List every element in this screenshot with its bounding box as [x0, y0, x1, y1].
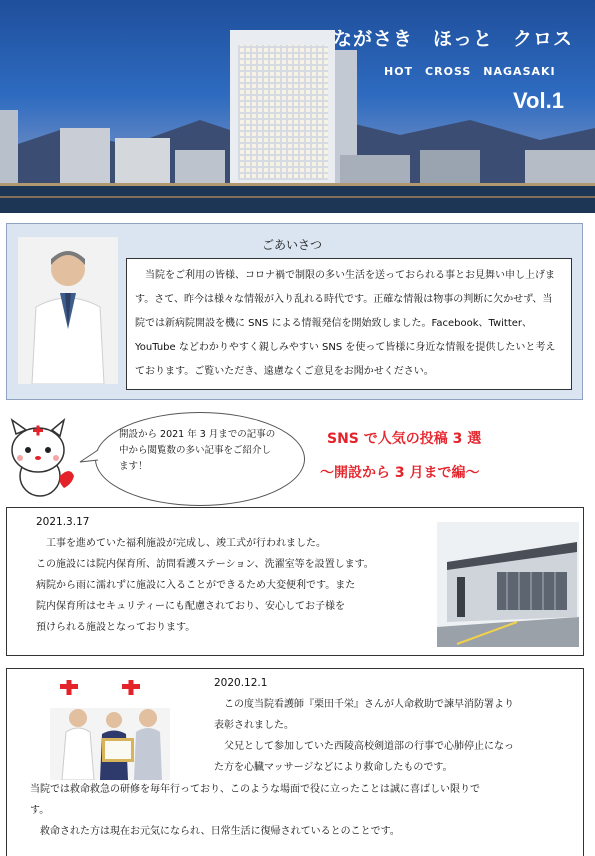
mascot-illustration — [2, 418, 77, 500]
award-photo — [50, 680, 170, 780]
article-line: 表彰されました。 — [214, 720, 294, 731]
director-photo — [18, 237, 118, 384]
section-headline: SNS で人気の投稿 3 選 — [327, 431, 482, 447]
section-subheadline: ～開設から 3 月まで編～ — [320, 465, 480, 481]
article-line: 病院から雨に濡れずに施設に入ることができるため大変便利です。また — [36, 580, 356, 591]
bubble-line: 中から閲覧数の多い記事をご紹介し — [119, 445, 272, 456]
newsletter-title: ながさき ほっと クロス — [333, 28, 574, 50]
bubble-line: 開設から 2021 年 3 月までの記事の — [119, 429, 276, 440]
bubble-line: ます！ — [119, 461, 148, 472]
header-banner — [0, 0, 595, 213]
article-line: 救命された方は現在お元気になられ、日常生活に復帰されているとのことです。 — [30, 826, 400, 837]
article-line: 当院では救命救急の研修を毎年行っており、このような場面で役に立ったことは誠に喜ばしい限りで — [30, 784, 480, 795]
article-line: この施設には院内保育所、訪問看護ステーション、洗濯室等を設置します。 — [36, 559, 374, 570]
article-body-right — [214, 694, 580, 778]
speech-bubble-text — [119, 427, 294, 475]
speech-bubble-tail — [78, 448, 100, 468]
director-photo-image — [18, 237, 118, 384]
article-line: す。 — [30, 805, 50, 816]
greeting-line: ております。ご覧いただき、遠慮なくご意見をお聞かせください。 — [135, 366, 434, 377]
greeting-line: 院では新病院開設を機に SNS による情報発信を開始致しました。Facebook、Twitter、 — [135, 318, 533, 329]
facility-photo — [437, 522, 579, 647]
article-date: 2021.3.17 — [36, 516, 90, 528]
article-line: た方を心臓マッサージなどにより救命したものです。 — [214, 762, 453, 773]
article-line: 預けられる施設となっております。 — [36, 622, 196, 633]
article-body-full — [30, 779, 582, 842]
article-line: 工事を進めていた福利施設が完成し、竣工式が行われました。 — [36, 538, 326, 549]
greeting-heading: ごあいさつ — [262, 238, 323, 252]
article-body — [36, 533, 431, 638]
article-date: 2020.12.1 — [214, 677, 268, 689]
greeting-line: 当院をご利用の皆様、コロナ禍で制限の多い生活を送っておられる事とお見舞い申し上げま — [135, 270, 555, 281]
article-line: 父兄として参加していた西陵高校剣道部の行事で心肺停止になっ — [214, 741, 514, 752]
greeting-text-box — [126, 258, 572, 390]
article-line: この度当院看護師『栗田千栄』さんが人命救助で諫早消防署より — [214, 699, 514, 710]
volume-number: Vol.1 — [513, 88, 564, 113]
greeting-line: YouTube などわかりやすく親しみやすい SNS を使って皆様に身近な情報を提供したいと考え — [135, 342, 556, 353]
greeting-line: す。さて、昨今は様々な情報が入り乱れる時代です。正確な情報は物事の判断に欠かせず、当 — [135, 294, 553, 305]
article-line: 院内保育所はセキュリティーにも配慮されており、安心してお子様を — [36, 601, 345, 612]
newsletter-subtitle: HOT CROSS NAGASAKI — [384, 65, 556, 78]
